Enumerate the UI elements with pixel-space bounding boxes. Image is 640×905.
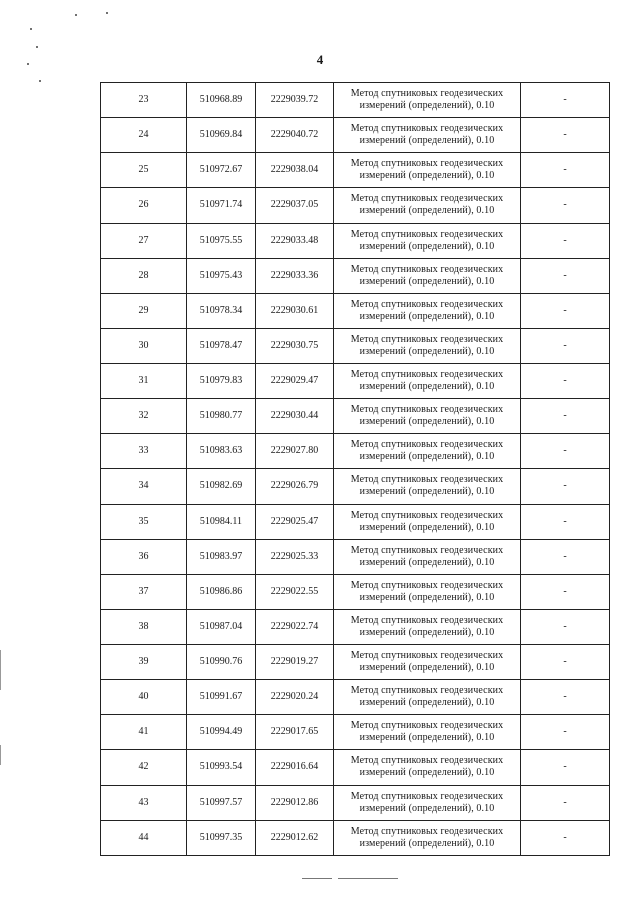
scan-speck	[106, 12, 108, 14]
note-cell: -	[521, 785, 610, 820]
note-cell: -	[521, 258, 610, 293]
point-number: 38	[101, 609, 187, 644]
method-line-1: Метод спутниковых геодезических	[350, 369, 504, 381]
method-line-2: измерений (определений), 0.10	[359, 310, 495, 322]
method-cell	[334, 118, 521, 153]
coordinate-y: 2229039.72	[256, 83, 334, 118]
table-row	[101, 153, 610, 188]
point-number: 43	[101, 785, 187, 820]
table-row	[101, 574, 610, 609]
coordinate-y: 2229022.55	[256, 574, 334, 609]
coordinate-y: 2229029.47	[256, 364, 334, 399]
note-cell: -	[521, 434, 610, 469]
point-number: 35	[101, 504, 187, 539]
method-line-2: измерений (определений), 0.10	[359, 521, 495, 533]
coordinate-x: 510979.83	[187, 364, 256, 399]
method-line-2: измерений (определений), 0.10	[359, 662, 495, 674]
coordinate-x: 510975.55	[187, 223, 256, 258]
method-cell	[334, 153, 521, 188]
method-cell	[334, 750, 521, 785]
table-row	[101, 469, 610, 504]
method-line-2: измерений (определений), 0.10	[359, 486, 495, 498]
method-line-2: измерений (определений), 0.10	[359, 556, 495, 568]
coordinate-x: 510984.11	[187, 504, 256, 539]
note-cell: -	[521, 364, 610, 399]
coordinate-x: 510972.67	[187, 153, 256, 188]
point-number: 36	[101, 539, 187, 574]
coordinate-y: 2229033.48	[256, 223, 334, 258]
coordinate-x: 510993.54	[187, 750, 256, 785]
coordinate-x: 510975.43	[187, 258, 256, 293]
point-number: 31	[101, 364, 187, 399]
method-line-2: измерений (определений), 0.10	[359, 767, 495, 779]
page-number: 4	[316, 52, 324, 67]
method-line-1: Метод спутниковых геодезических	[350, 228, 504, 240]
point-number: 42	[101, 750, 187, 785]
table-row	[101, 293, 610, 328]
point-number: 25	[101, 153, 187, 188]
coordinate-y: 2229022.74	[256, 609, 334, 644]
coordinate-y: 2229012.62	[256, 820, 334, 855]
table-row	[101, 750, 610, 785]
note-cell: -	[521, 820, 610, 855]
footer-rule	[302, 878, 332, 879]
scan-edge-mark	[0, 745, 1, 765]
method-line-1: Метод спутниковых геодезических	[350, 685, 504, 697]
point-number: 41	[101, 715, 187, 750]
method-line-2: измерений (определений), 0.10	[359, 170, 495, 182]
method-cell	[334, 293, 521, 328]
method-line-2: измерений (определений), 0.10	[359, 275, 495, 287]
coordinate-x: 510991.67	[187, 680, 256, 715]
method-line-1: Метод спутниковых геодезических	[350, 650, 504, 662]
note-cell: -	[521, 469, 610, 504]
table-row	[101, 504, 610, 539]
note-cell: -	[521, 750, 610, 785]
method-cell	[334, 223, 521, 258]
table-row	[101, 609, 610, 644]
coordinate-x: 510987.04	[187, 609, 256, 644]
point-number: 29	[101, 293, 187, 328]
method-cell	[334, 258, 521, 293]
method-line-1: Метод спутниковых геодезических	[350, 404, 504, 416]
method-line-1: Метод спутниковых геодезических	[350, 474, 504, 486]
method-line-1: Метод спутниковых геодезических	[350, 88, 504, 100]
method-line-1: Метод спутниковых геодезических	[350, 509, 504, 521]
scan-speck	[75, 14, 77, 16]
note-cell: -	[521, 153, 610, 188]
coordinates-table	[100, 82, 610, 856]
point-number: 27	[101, 223, 187, 258]
method-cell	[334, 328, 521, 363]
table-row	[101, 820, 610, 855]
method-cell	[334, 399, 521, 434]
footer-rule	[338, 878, 398, 879]
method-line-2: измерений (определений), 0.10	[359, 802, 495, 814]
point-number: 39	[101, 645, 187, 680]
method-cell	[334, 539, 521, 574]
point-number: 32	[101, 399, 187, 434]
coordinate-x: 510968.89	[187, 83, 256, 118]
coordinate-y: 2229019.27	[256, 645, 334, 680]
note-cell: -	[521, 293, 610, 328]
coordinate-x: 510986.86	[187, 574, 256, 609]
method-line-1: Метод спутниковых геодезических	[350, 263, 504, 275]
coordinate-y: 2229025.33	[256, 539, 334, 574]
note-cell: -	[521, 680, 610, 715]
note-cell: -	[521, 539, 610, 574]
note-cell: -	[521, 504, 610, 539]
coordinate-x: 510983.63	[187, 434, 256, 469]
table-row	[101, 328, 610, 363]
note-cell: -	[521, 609, 610, 644]
note-cell: -	[521, 83, 610, 118]
coordinate-y: 2229033.36	[256, 258, 334, 293]
coordinate-y: 2229030.44	[256, 399, 334, 434]
method-cell	[334, 83, 521, 118]
table-row	[101, 680, 610, 715]
note-cell: -	[521, 574, 610, 609]
table-row	[101, 223, 610, 258]
coordinate-x: 510997.57	[187, 785, 256, 820]
note-cell: -	[521, 645, 610, 680]
coordinate-y: 2229017.65	[256, 715, 334, 750]
point-number: 37	[101, 574, 187, 609]
scan-edge-mark	[0, 650, 1, 690]
method-line-1: Метод спутниковых геодезических	[350, 544, 504, 556]
coordinate-y: 2229025.47	[256, 504, 334, 539]
note-cell: -	[521, 328, 610, 363]
note-cell: -	[521, 223, 610, 258]
method-cell	[334, 364, 521, 399]
method-line-1: Метод спутниковых геодезических	[350, 439, 504, 451]
point-number: 23	[101, 83, 187, 118]
method-line-2: измерений (определений), 0.10	[359, 240, 495, 252]
method-line-2: измерений (определений), 0.10	[359, 837, 495, 849]
coordinate-y: 2229030.61	[256, 293, 334, 328]
method-line-2: измерений (определений), 0.10	[359, 626, 495, 638]
method-cell	[334, 645, 521, 680]
method-line-1: Метод спутниковых геодезических	[350, 720, 504, 732]
method-line-1: Метод спутниковых геодезических	[350, 579, 504, 591]
coordinate-x: 510971.74	[187, 188, 256, 223]
method-line-2: измерений (определений), 0.10	[359, 100, 495, 112]
table-row	[101, 785, 610, 820]
method-cell	[334, 680, 521, 715]
point-number: 28	[101, 258, 187, 293]
coordinate-x: 510997.35	[187, 820, 256, 855]
method-line-2: измерений (определений), 0.10	[359, 135, 495, 147]
method-line-1: Метод спутниковых геодезических	[350, 755, 504, 767]
method-cell	[334, 504, 521, 539]
coordinate-x: 510980.77	[187, 399, 256, 434]
scan-speck	[30, 28, 32, 30]
table-row	[101, 258, 610, 293]
coordinate-x: 510990.76	[187, 645, 256, 680]
method-line-2: измерений (определений), 0.10	[359, 205, 495, 217]
method-line-1: Метод спутниковых геодезических	[350, 825, 504, 837]
note-cell: -	[521, 715, 610, 750]
method-cell	[334, 434, 521, 469]
coordinate-x: 510983.97	[187, 539, 256, 574]
coordinate-x: 510969.84	[187, 118, 256, 153]
method-cell	[334, 574, 521, 609]
coordinate-y: 2229030.75	[256, 328, 334, 363]
table-row	[101, 539, 610, 574]
method-line-1: Метод спутниковых геодезических	[350, 333, 504, 345]
method-cell	[334, 715, 521, 750]
table-row	[101, 434, 610, 469]
method-line-2: измерений (определений), 0.10	[359, 697, 495, 709]
method-cell	[334, 188, 521, 223]
method-cell	[334, 820, 521, 855]
coordinate-y: 2229020.24	[256, 680, 334, 715]
method-cell	[334, 609, 521, 644]
coordinate-y: 2229012.86	[256, 785, 334, 820]
table-row	[101, 364, 610, 399]
coordinate-x: 510982.69	[187, 469, 256, 504]
method-line-2: измерений (определений), 0.10	[359, 416, 495, 428]
table-row	[101, 188, 610, 223]
method-line-1: Метод спутниковых геодезических	[350, 158, 504, 170]
method-line-2: измерений (определений), 0.10	[359, 381, 495, 393]
method-line-2: измерений (определений), 0.10	[359, 732, 495, 744]
coordinates-table-body	[101, 83, 610, 856]
scan-speck	[36, 46, 38, 48]
point-number: 24	[101, 118, 187, 153]
method-cell	[334, 469, 521, 504]
coordinate-y: 2229026.79	[256, 469, 334, 504]
method-line-1: Метод спутниковых геодезических	[350, 790, 504, 802]
method-line-1: Метод спутниковых геодезических	[350, 193, 504, 205]
table-row	[101, 645, 610, 680]
table-row	[101, 715, 610, 750]
method-line-1: Метод спутниковых геодезических	[350, 298, 504, 310]
table-row	[101, 118, 610, 153]
note-cell: -	[521, 118, 610, 153]
point-number: 26	[101, 188, 187, 223]
note-cell: -	[521, 399, 610, 434]
note-cell: -	[521, 188, 610, 223]
method-cell	[334, 785, 521, 820]
method-line-2: измерений (определений), 0.10	[359, 451, 495, 463]
coordinate-y: 2229027.80	[256, 434, 334, 469]
point-number: 30	[101, 328, 187, 363]
point-number: 44	[101, 820, 187, 855]
coordinate-y: 2229016.64	[256, 750, 334, 785]
table-row	[101, 399, 610, 434]
table-row	[101, 83, 610, 118]
point-number: 33	[101, 434, 187, 469]
method-line-1: Метод спутниковых геодезических	[350, 614, 504, 626]
method-line-2: измерений (определений), 0.10	[359, 345, 495, 357]
point-number: 40	[101, 680, 187, 715]
method-line-1: Метод спутниковых геодезических	[350, 123, 504, 135]
coordinate-x: 510994.49	[187, 715, 256, 750]
coordinate-y: 2229037.05	[256, 188, 334, 223]
coordinate-x: 510978.34	[187, 293, 256, 328]
coordinate-y: 2229038.04	[256, 153, 334, 188]
scan-speck	[39, 80, 41, 82]
method-line-2: измерений (определений), 0.10	[359, 591, 495, 603]
coordinate-x: 510978.47	[187, 328, 256, 363]
coordinate-y: 2229040.72	[256, 118, 334, 153]
point-number: 34	[101, 469, 187, 504]
